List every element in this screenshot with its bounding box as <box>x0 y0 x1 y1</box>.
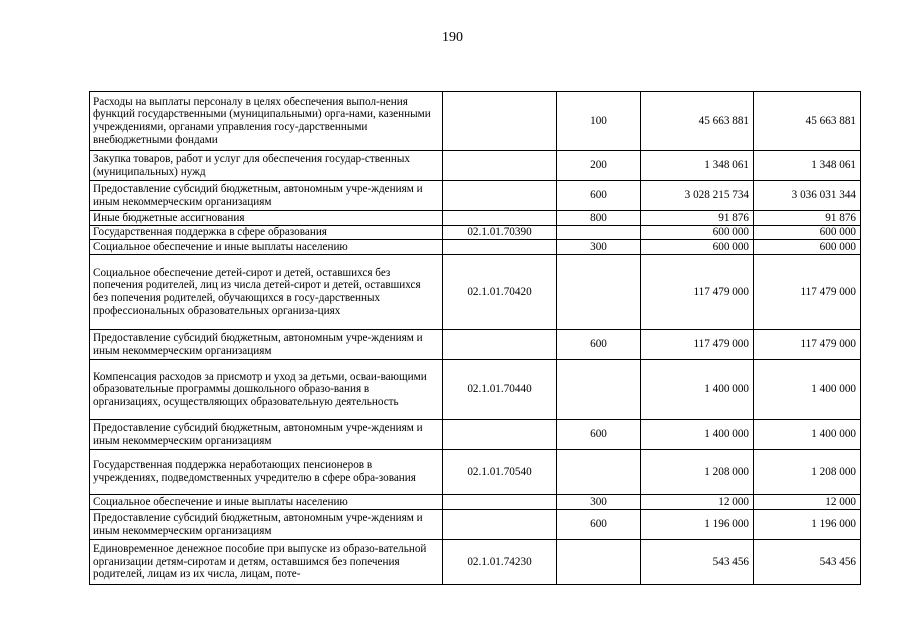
row-amount-1: 600 000 <box>641 240 754 255</box>
table-row <box>90 92 861 151</box>
row-amount-2: 3 036 031 344 <box>754 181 861 211</box>
row-amount-2: 12 000 <box>754 495 861 510</box>
row-name: Социальное обеспечение и иные выплаты населению <box>90 495 443 510</box>
row-amount-2: 600 000 <box>754 240 861 255</box>
row-code: 02.1.01.70390 <box>443 226 557 240</box>
row-name: Государственная поддержка неработающих пенсионеров в учреждениях, подведомственных учредителю в сфере обра-зования <box>90 450 443 495</box>
row-name: Единовременное денежное пособие при выпуске из образо-вательной организации детям-сиротам и детям, оставшимся без попечения родителей, лицам из их числа, лицам, поте- <box>90 540 443 585</box>
table-row <box>90 540 861 585</box>
table-row <box>90 360 861 420</box>
row-amount-2: 91 876 <box>754 211 861 226</box>
row-amount-1: 91 876 <box>641 211 754 226</box>
row-amount-2: 1 400 000 <box>754 360 861 420</box>
table-row <box>90 181 861 211</box>
row-expense-type: 300 <box>557 495 641 510</box>
table-row <box>90 226 861 240</box>
row-name: Расходы на выплаты персоналу в целях обеспечения выпол-нения функций государственными (муниципальными) орга-нами, казенными учреждениями, органами управления госу-дарственными внебюджетными фондами <box>90 92 443 151</box>
table-row <box>90 330 861 360</box>
row-amount-1: 1 348 061 <box>641 151 754 181</box>
row-expense-type: 800 <box>557 211 641 226</box>
row-expense-type: 200 <box>557 151 641 181</box>
row-expense-type: 600 <box>557 181 641 211</box>
row-expense-type: 600 <box>557 510 641 540</box>
row-amount-2: 45 663 881 <box>754 92 861 151</box>
row-amount-2: 600 000 <box>754 226 861 240</box>
row-amount-1: 45 663 881 <box>641 92 754 151</box>
row-expense-type: 600 <box>557 330 641 360</box>
row-name: Предоставление субсидий бюджетным, автономным учре-ждениям и иным некоммерческим организациям <box>90 330 443 360</box>
row-expense-type: 100 <box>557 92 641 151</box>
row-code <box>443 420 557 450</box>
table-row <box>90 211 861 226</box>
row-expense-type <box>557 255 641 330</box>
table-row <box>90 510 861 540</box>
row-amount-2: 1 348 061 <box>754 151 861 181</box>
row-expense-type <box>557 450 641 495</box>
table-row <box>90 495 861 510</box>
row-name: Предоставление субсидий бюджетным, автономным учре-ждениям и иным некоммерческим организациям <box>90 181 443 211</box>
row-amount-1: 12 000 <box>641 495 754 510</box>
row-name: Государственная поддержка в сфере образования <box>90 226 443 240</box>
row-amount-1: 600 000 <box>641 226 754 240</box>
row-expense-type <box>557 360 641 420</box>
row-code <box>443 92 557 151</box>
table-row <box>90 240 861 255</box>
row-amount-2: 117 479 000 <box>754 255 861 330</box>
row-code <box>443 495 557 510</box>
row-amount-1: 3 028 215 734 <box>641 181 754 211</box>
row-code: 02.1.01.70440 <box>443 360 557 420</box>
table-row <box>90 255 861 330</box>
row-code <box>443 240 557 255</box>
row-code <box>443 151 557 181</box>
row-amount-1: 1 400 000 <box>641 420 754 450</box>
row-code <box>443 330 557 360</box>
row-amount-1: 1 196 000 <box>641 510 754 540</box>
row-amount-1: 1 208 000 <box>641 450 754 495</box>
row-amount-2: 543 456 <box>754 540 861 585</box>
row-amount-2: 1 208 000 <box>754 450 861 495</box>
row-code: 02.1.01.70420 <box>443 255 557 330</box>
row-amount-2: 1 196 000 <box>754 510 861 540</box>
row-code <box>443 510 557 540</box>
row-name: Предоставление субсидий бюджетным, автономным учре-ждениям и иным некоммерческим организациям <box>90 420 443 450</box>
row-code: 02.1.01.74230 <box>443 540 557 585</box>
row-name: Закупка товаров, работ и услуг для обеспечения государ-ственных (муниципальных) нужд <box>90 151 443 181</box>
row-name: Иные бюджетные ассигнования <box>90 211 443 226</box>
page-number: 190 <box>442 30 463 45</box>
row-amount-1: 117 479 000 <box>641 255 754 330</box>
row-code <box>443 181 557 211</box>
row-amount-2: 117 479 000 <box>754 330 861 360</box>
row-expense-type <box>557 226 641 240</box>
row-amount-1: 1 400 000 <box>641 360 754 420</box>
row-expense-type <box>557 540 641 585</box>
row-name: Предоставление субсидий бюджетным, автономным учре-ждениям и иным некоммерческим организациям <box>90 510 443 540</box>
row-expense-type: 300 <box>557 240 641 255</box>
row-code <box>443 211 557 226</box>
row-amount-1: 543 456 <box>641 540 754 585</box>
table-row <box>90 420 861 450</box>
row-code: 02.1.01.70540 <box>443 450 557 495</box>
row-name: Социальное обеспечение и иные выплаты населению <box>90 240 443 255</box>
row-amount-1: 117 479 000 <box>641 330 754 360</box>
row-name: Социальное обеспечение детей-сирот и детей, оставшихся без попечения родителей, лиц из числа детей-сирот и детей, оставшихся без попечения родителей, обучающихся в госу-дарственных профессиональных образовательных организа-циях <box>90 255 443 330</box>
row-amount-2: 1 400 000 <box>754 420 861 450</box>
budget-table <box>89 91 861 585</box>
row-expense-type: 600 <box>557 420 641 450</box>
table-row <box>90 450 861 495</box>
table-row <box>90 151 861 181</box>
row-name: Компенсация расходов за присмотр и уход за детьми, осваи-вающими образовательные программы дошкольного образо-вания в организациях, осуществляющих образовательную деятельность <box>90 360 443 420</box>
